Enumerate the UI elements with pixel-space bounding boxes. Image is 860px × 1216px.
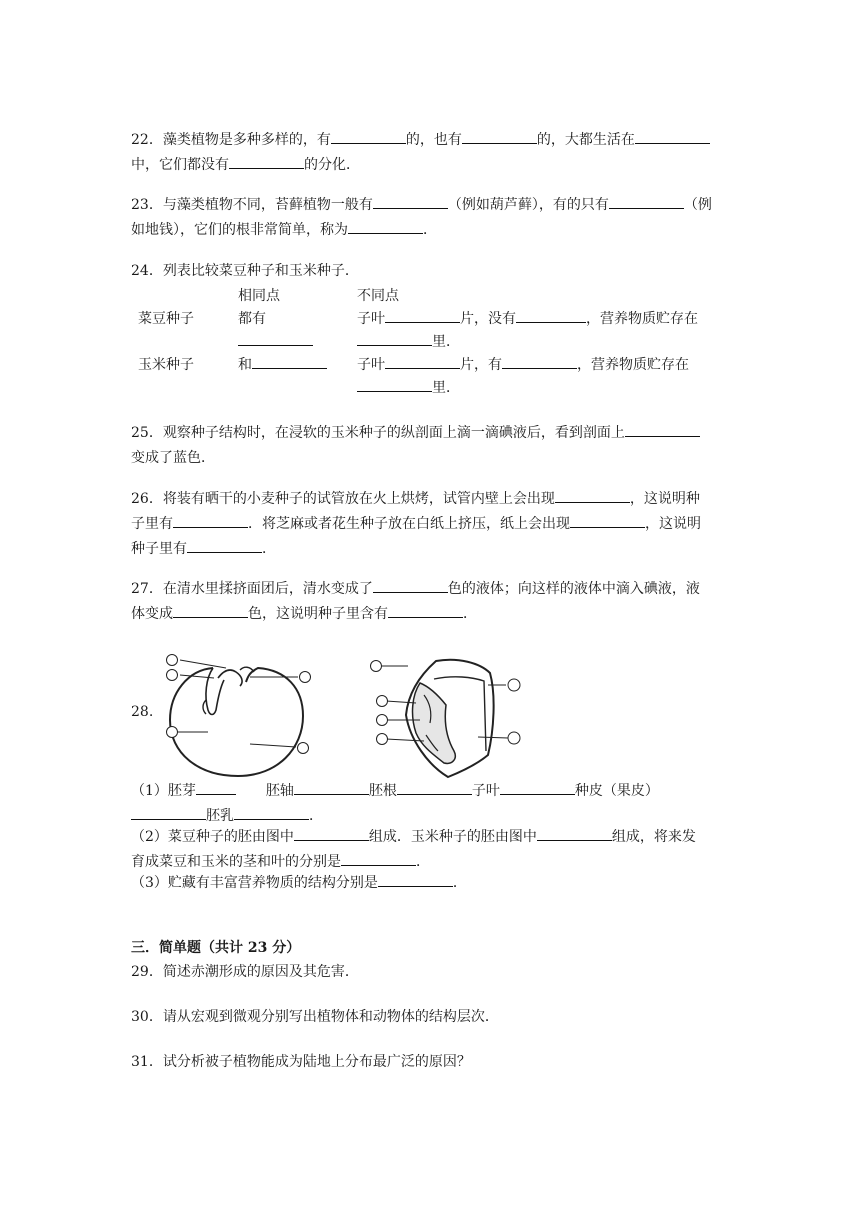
answer-blank[interactable]	[570, 513, 645, 528]
question-28-number: 28.	[131, 704, 154, 720]
question-24-title: 24．列表比较菜豆种子和玉米种子．	[131, 263, 359, 279]
answer-blank[interactable]	[385, 308, 460, 323]
answer-blank[interactable]	[348, 219, 423, 234]
question-number: 22．	[131, 132, 163, 148]
answer-blank[interactable]	[385, 354, 460, 369]
answer-blank[interactable]	[229, 154, 304, 169]
answer-blank[interactable]	[187, 538, 262, 553]
answer-blank[interactable]	[462, 129, 537, 144]
answer-blank[interactable]	[173, 513, 248, 528]
corn-seed-diagram	[368, 655, 528, 780]
answer-blank[interactable]	[537, 826, 612, 841]
answer-blank[interactable]	[173, 603, 248, 618]
question-22: 22．藻类植物是多种多样的，有 的，也有 的，大都生活在 中，它们都没有 的分化．	[131, 128, 731, 178]
row-diff-bean: 子叶 片，没有 ，营养物质贮存在	[357, 307, 698, 331]
row-same-corn: 和	[238, 353, 327, 377]
question-28-part-3: （3）贮藏有丰富营养物质的结构分别是 ．	[131, 871, 731, 896]
question-25: 25．观察种子结构时，在浸软的玉米种子的纵剖面上滴一滴碘液后，看到剖面上 变成了蓝色．	[131, 421, 731, 471]
question-28-part-2: （2）菜豆种子的胚由图中 组成．玉米种子的胚由图中 组成，将来发 育成菜豆和玉米的茎和叶的分别是 ．	[131, 825, 731, 875]
section-3-title: 三．简单题（共计 23 分）	[131, 940, 301, 956]
answer-blank[interactable]	[397, 780, 472, 795]
answer-blank[interactable]	[294, 780, 369, 795]
bean-seed-diagram	[158, 648, 328, 783]
answer-blank[interactable]	[131, 805, 206, 820]
row-diff-corn: 子叶 片，有 ，营养物质贮存在	[357, 353, 689, 377]
question-28-part-1: （1）胚芽 胚轴 胚根 子叶 种皮（果皮） 胚乳 ．	[131, 779, 731, 829]
answer-blank[interactable]	[252, 354, 327, 369]
question-29: 29．简述赤潮形成的原因及其危害．	[131, 964, 359, 980]
row-name-corn: 玉米种子	[138, 357, 194, 373]
answer-blank[interactable]	[236, 781, 266, 795]
answer-blank[interactable]	[373, 578, 448, 593]
answer-blank[interactable]	[294, 826, 369, 841]
answer-blank[interactable]	[625, 422, 700, 437]
answer-blank[interactable]	[555, 488, 630, 503]
question-23: 23．与藻类植物不同，苔藓植物一般有 （例如葫芦藓），有的只有 （例 如地钱），它们的根非常简单，称为 ．	[131, 193, 731, 243]
answer-blank[interactable]	[196, 780, 236, 795]
answer-blank[interactable]	[609, 194, 684, 209]
answer-blank[interactable]	[378, 872, 453, 887]
answer-blank[interactable]	[373, 194, 448, 209]
answer-blank[interactable]	[331, 129, 406, 144]
answer-blank[interactable]	[341, 851, 416, 866]
row-name-bean: 菜豆种子	[138, 311, 194, 327]
row-same-bean: 都有	[238, 311, 266, 327]
table-header-diff: 不同点	[357, 288, 399, 304]
answer-blank[interactable]	[238, 331, 313, 346]
question-31: 31．试分析被子植物能成为陆地上分布最广泛的原因？	[131, 1054, 471, 1070]
answer-blank[interactable]	[635, 129, 710, 144]
answer-blank[interactable]	[357, 377, 432, 392]
answer-blank[interactable]	[516, 308, 586, 323]
answer-blank[interactable]	[357, 331, 432, 346]
answer-blank[interactable]	[234, 805, 309, 820]
answer-blank[interactable]	[502, 354, 577, 369]
question-26: 26．将装有晒干的小麦种子的试管放在火上烘烤，试管内壁上会出现 ，这说明种 子里有 ．将芝麻或者花生种子放在白纸上挤压，纸上会出现 ，这说明 种子里有 ．	[131, 487, 731, 562]
table-header-same: 相同点	[238, 288, 280, 304]
answer-blank[interactable]	[388, 603, 463, 618]
question-27: 27．在清水里揉挤面团后，清水变成了 色的液体；向这样的液体中滴入碘液，液 体变成 色，这说明种子里含有 ．	[131, 577, 731, 627]
question-30: 30．请从宏观到微观分别写出植物体和动物体的结构层次．	[131, 1009, 499, 1025]
answer-blank[interactable]	[500, 780, 575, 795]
